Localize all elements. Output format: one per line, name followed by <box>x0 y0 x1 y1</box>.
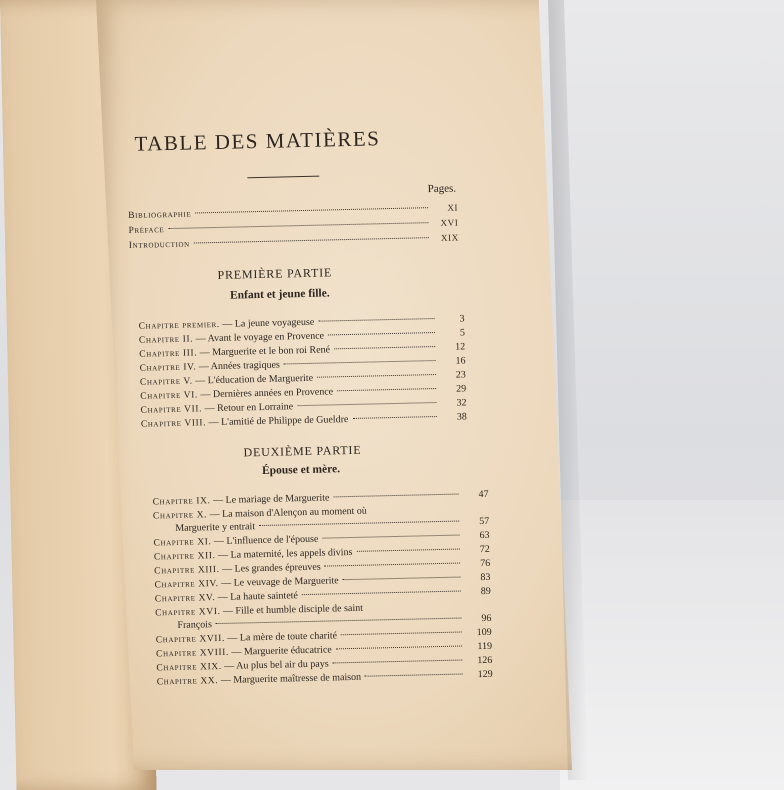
entry-title-continuation: François <box>177 619 213 631</box>
title-divider <box>247 176 319 179</box>
entry-page: 3 <box>459 313 465 325</box>
entry-title: — L'éducation de Marguerite <box>195 372 314 387</box>
entry-title: — Le veuvage de Marguerite <box>221 575 339 589</box>
entry-page: 129 <box>477 668 493 681</box>
entry-title: — La haute sainteté <box>217 590 299 604</box>
entry-title: — Au plus bel air du pays <box>224 658 329 672</box>
entry-title: — La maison d'Alençon au moment où <box>209 505 367 521</box>
entry-title: — L'influence de l'épouse <box>213 533 319 548</box>
entry-label: Chapitre XIII. <box>154 564 220 577</box>
leader-dots <box>284 360 436 364</box>
entry-title: — La mère de toute charité <box>227 630 338 644</box>
entry-title: — Retour en Lorraine <box>204 401 294 415</box>
leader-dots <box>297 402 436 406</box>
leader-dots <box>341 632 462 636</box>
leader-dots <box>365 674 463 677</box>
leader-dots <box>216 618 462 625</box>
leader-dots <box>334 346 435 349</box>
part-heading: DEUXIÈME PARTIE <box>243 442 362 460</box>
leader-dots <box>328 332 435 335</box>
entry-page: 96 <box>481 612 492 625</box>
entry-page: XIX <box>440 232 459 243</box>
entry-label: Chapitre III. <box>139 348 198 360</box>
entry-label: Chapitre IV. <box>139 362 197 374</box>
entry-title-continuation: Marguerite y entrait <box>175 521 256 534</box>
entry-page: XI <box>447 202 459 213</box>
entry-page: 29 <box>456 383 467 395</box>
entry-title: — Marguerite maîtresse de maison <box>220 671 362 686</box>
leader-dots <box>333 494 458 498</box>
entry-label: Chapitre XIV. <box>154 579 219 591</box>
leader-dots <box>194 237 429 243</box>
entry-label: Chapitre X. <box>152 510 208 522</box>
entry-label: Chapitre XV. <box>154 593 216 605</box>
entry-label: Chapitre XVI. <box>155 606 221 619</box>
table-surface <box>560 500 784 790</box>
page-title: TABLE DES MATIÈRES <box>134 126 381 156</box>
entry-title: — Le mariage de Marguerite <box>212 492 330 507</box>
entry-label: Chapitre XVIII. <box>156 647 230 660</box>
entry-page: 57 <box>479 515 490 528</box>
entry-title: — Avant le voyage en Provence <box>195 330 325 345</box>
part-subheading: Épouse et mère. <box>261 463 341 478</box>
entry-title: — Les grandes épreuves <box>222 561 321 575</box>
entry-title: — La maternité, les appels divins <box>217 546 353 562</box>
entry-label: Chapitre II. <box>138 334 194 346</box>
entry-page: 32 <box>456 397 467 409</box>
leader-dots <box>322 535 459 539</box>
entry-page: 83 <box>480 571 491 584</box>
entry-title: — Dernières années en Provence <box>200 386 334 401</box>
entry-label: Chapitre XI. <box>153 537 212 549</box>
leader-dots <box>352 416 436 419</box>
entry-label: Préface <box>128 225 165 236</box>
entry-title: — Années tragiques <box>198 359 280 373</box>
entry-page: 72 <box>479 543 490 556</box>
entry-page: 109 <box>476 626 492 639</box>
entry-page: XVI <box>440 217 459 228</box>
entry-title: — Marguerite et le bon roi René <box>199 344 331 359</box>
leader-dots <box>317 374 436 378</box>
entry-page: 16 <box>455 355 466 367</box>
leader-dots <box>168 222 428 229</box>
entry-label: Bibliographie <box>128 209 192 221</box>
entry-page: 12 <box>455 341 466 353</box>
entry-page: 5 <box>459 327 466 339</box>
entry-page: 119 <box>477 640 493 653</box>
leader-dots <box>333 660 463 664</box>
leader-dots <box>259 521 459 527</box>
entry-title: — La jeune voyageuse <box>222 316 315 330</box>
entry-label: Chapitre VI. <box>140 390 199 402</box>
leader-dots <box>343 577 461 581</box>
entry-title: — Fille et humble disciple de saint <box>222 602 364 617</box>
part-subheading: Enfant et jeune fille. <box>229 287 330 302</box>
entry-page: 47 <box>478 488 489 501</box>
pages-column-heading: Pages. <box>427 182 457 196</box>
entry-title: — L'amitié de Philippe de Gueldre <box>208 414 349 429</box>
entry-page: 38 <box>456 411 467 423</box>
entry-label: Chapitre XII. <box>153 551 216 563</box>
leader-dots <box>195 207 428 213</box>
entry-page: 126 <box>477 654 493 667</box>
entry-title: — Marguerite éducatrice <box>231 644 332 658</box>
entry-page: 23 <box>455 369 466 381</box>
entry-page: 76 <box>480 557 491 570</box>
leader-dots <box>325 563 461 567</box>
leader-dots <box>318 318 434 322</box>
part-heading: PREMIÈRE PARTIE <box>217 265 333 282</box>
entry-label: Chapitre VII. <box>140 404 203 416</box>
entry-label: Introduction <box>128 239 190 251</box>
entry-label: Chapitre XVII. <box>155 633 226 646</box>
entry-page: 63 <box>479 529 490 542</box>
entry-label: Chapitre XIX. <box>156 661 222 674</box>
table-of-contents <box>126 112 493 700</box>
entry-label: Chapitre premier. <box>138 319 220 332</box>
entry-label: Chapitre V. <box>139 376 193 388</box>
leader-dots <box>336 646 462 650</box>
leader-dots <box>337 388 436 391</box>
entry-label: Chapitre XX. <box>156 676 219 688</box>
leader-dots <box>356 549 459 552</box>
leader-dots <box>302 591 461 596</box>
entry-page: 89 <box>480 585 491 598</box>
entry-label: Chapitre IX. <box>152 496 211 508</box>
entry-label: Chapitre VIII. <box>140 418 207 430</box>
